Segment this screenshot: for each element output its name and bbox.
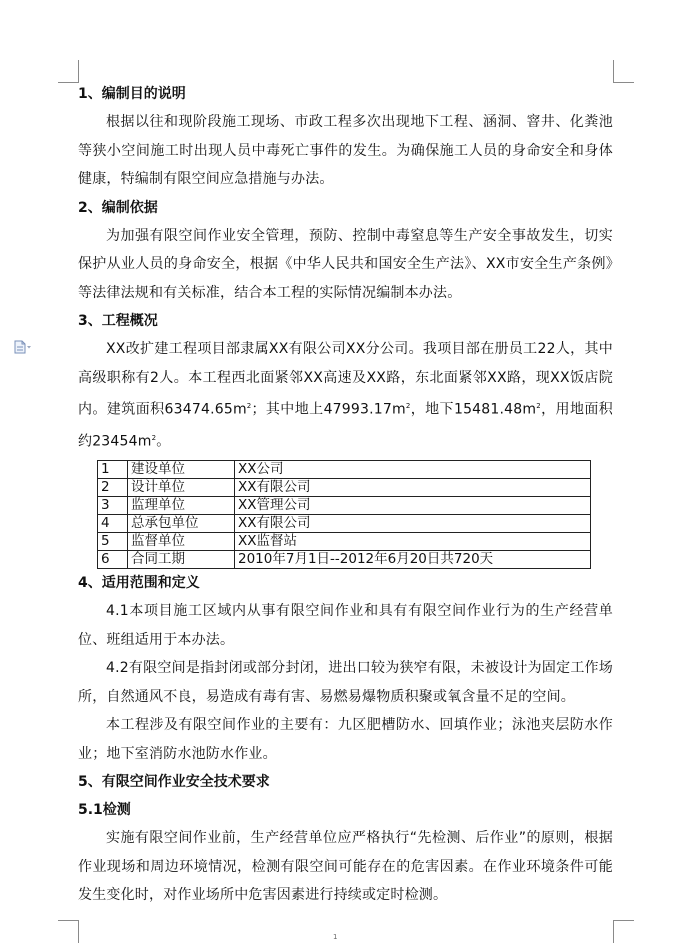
row-value: 2010年7月1日--2012年6月20日共720天 [235,551,591,569]
heading-3: 3、工程概况 [78,313,158,329]
row-label: 建设单位 [128,461,235,479]
paragraph-3 [78,335,613,456]
paragraph-4-3: 本工程涉及有限空间作业的主要有：九区肥槽防水、回填作业；泳池夹层防水作业；地下室消防水池防水作业。 [78,717,613,762]
crop-mark-bottom-right [613,920,634,943]
table-row [98,551,591,569]
row-label: 监督单位 [128,533,235,551]
page-number: 1 [333,933,338,941]
superscript: 2 [246,402,252,410]
document-body [78,80,613,910]
project-info-table [97,460,591,569]
paragraph-1: 根据以往和现阶段施工现场、市政工程多次出现地下工程、涵洞、窨井、化粪池等狭小空间施工时出现人员中毒死亡事件的发生。为确保施工人员的身命安全和身体健康，特编制有限空间应急措施与办法。 [78,114,613,187]
row-number: 6 [98,551,128,569]
row-number: 5 [98,533,128,551]
row-value: XX监督站 [235,533,591,551]
row-number: 1 [98,461,128,479]
subheading-5-1: 5.1检测 [78,802,131,819]
paragraph-3-text-a: XX改扩建工程项目部隶属XX有限公司XX分公司。我项目部在册员工22人，其中高级职称有2人。本工程西北面紧邻XX高速及XX路，东北面紧邻XX路，现XX饭店院内。建筑面积63474.65m [78,341,613,418]
heading-4: 4、适用范围和定义 [78,575,200,592]
table-row [98,515,591,533]
crop-mark-top-right [613,60,634,83]
row-value: XX有限公司 [235,479,591,497]
paragraph-3-text-d: ，用地面积约23454m [78,401,613,450]
row-label: 总承包单位 [128,515,235,533]
table-row [98,497,591,515]
row-number: 3 [98,497,128,515]
heading-5: 5、有限空间作业安全技术要求 [78,774,270,791]
heading-2: 2、编制依据 [78,199,158,216]
table-row [98,533,591,551]
paragraph-2: 为加强有限空间作业安全管理，预防、控制中毒窒息等生产安全事故发生，切实保护从业人员的身命安全，根据《中华人民共和国安全生产法》、XX市安全生产条例》等法律法规和有关标准，结合本工程的实际情况编制本办法。 [78,227,613,301]
superscript: 2 [151,434,157,443]
crop-mark-bottom-left [58,920,79,943]
paragraph-4-2: 4.2有限空间是指封闭或部分封闭，进出口较为狭窄有限，未被设计为固定工作场所，自然通风不良，易造成有毒有害、易燃易爆物质积聚或氧含量不足的空间。 [78,660,613,705]
document-icon[interactable] [14,339,32,353]
row-value: XX有限公司 [235,515,591,533]
paragraph-3-text-b: ；其中地上47993.17m [251,401,406,418]
superscript: 2 [405,402,411,410]
row-label: 合同工期 [128,551,235,569]
row-label: 设计单位 [128,479,235,497]
table-row [98,461,591,479]
row-value: XX管理公司 [235,497,591,515]
superscript: 2 [536,402,541,410]
row-label: 监理单位 [128,497,235,515]
table-row [98,479,591,497]
paragraph-3-text-e: 。 [156,433,171,450]
row-number: 4 [98,515,128,533]
paragraph-3-text-c: ，地下15481.48m [410,401,537,418]
paragraph-4-1: 4.1本项目施工区域内从事有限空间作业和具有有限空间作业行为的生产经营单位、班组适用于本办法。 [78,603,613,648]
row-value: XX公司 [235,461,591,479]
heading-1: 1、编制目的说明 [78,86,186,102]
row-number: 2 [98,479,128,497]
paragraph-5-1: 实施有限空间作业前，生产经营单位应严格执行“先检测、后作业”的原则，根据作业现场和周边环境情况，检测有限空间可能存在的危害因素。在作业环境条件可能发生变化时，对作业场所中危害因素进行持续或定时检测。 [78,830,613,904]
crop-mark-top-left [58,60,79,83]
